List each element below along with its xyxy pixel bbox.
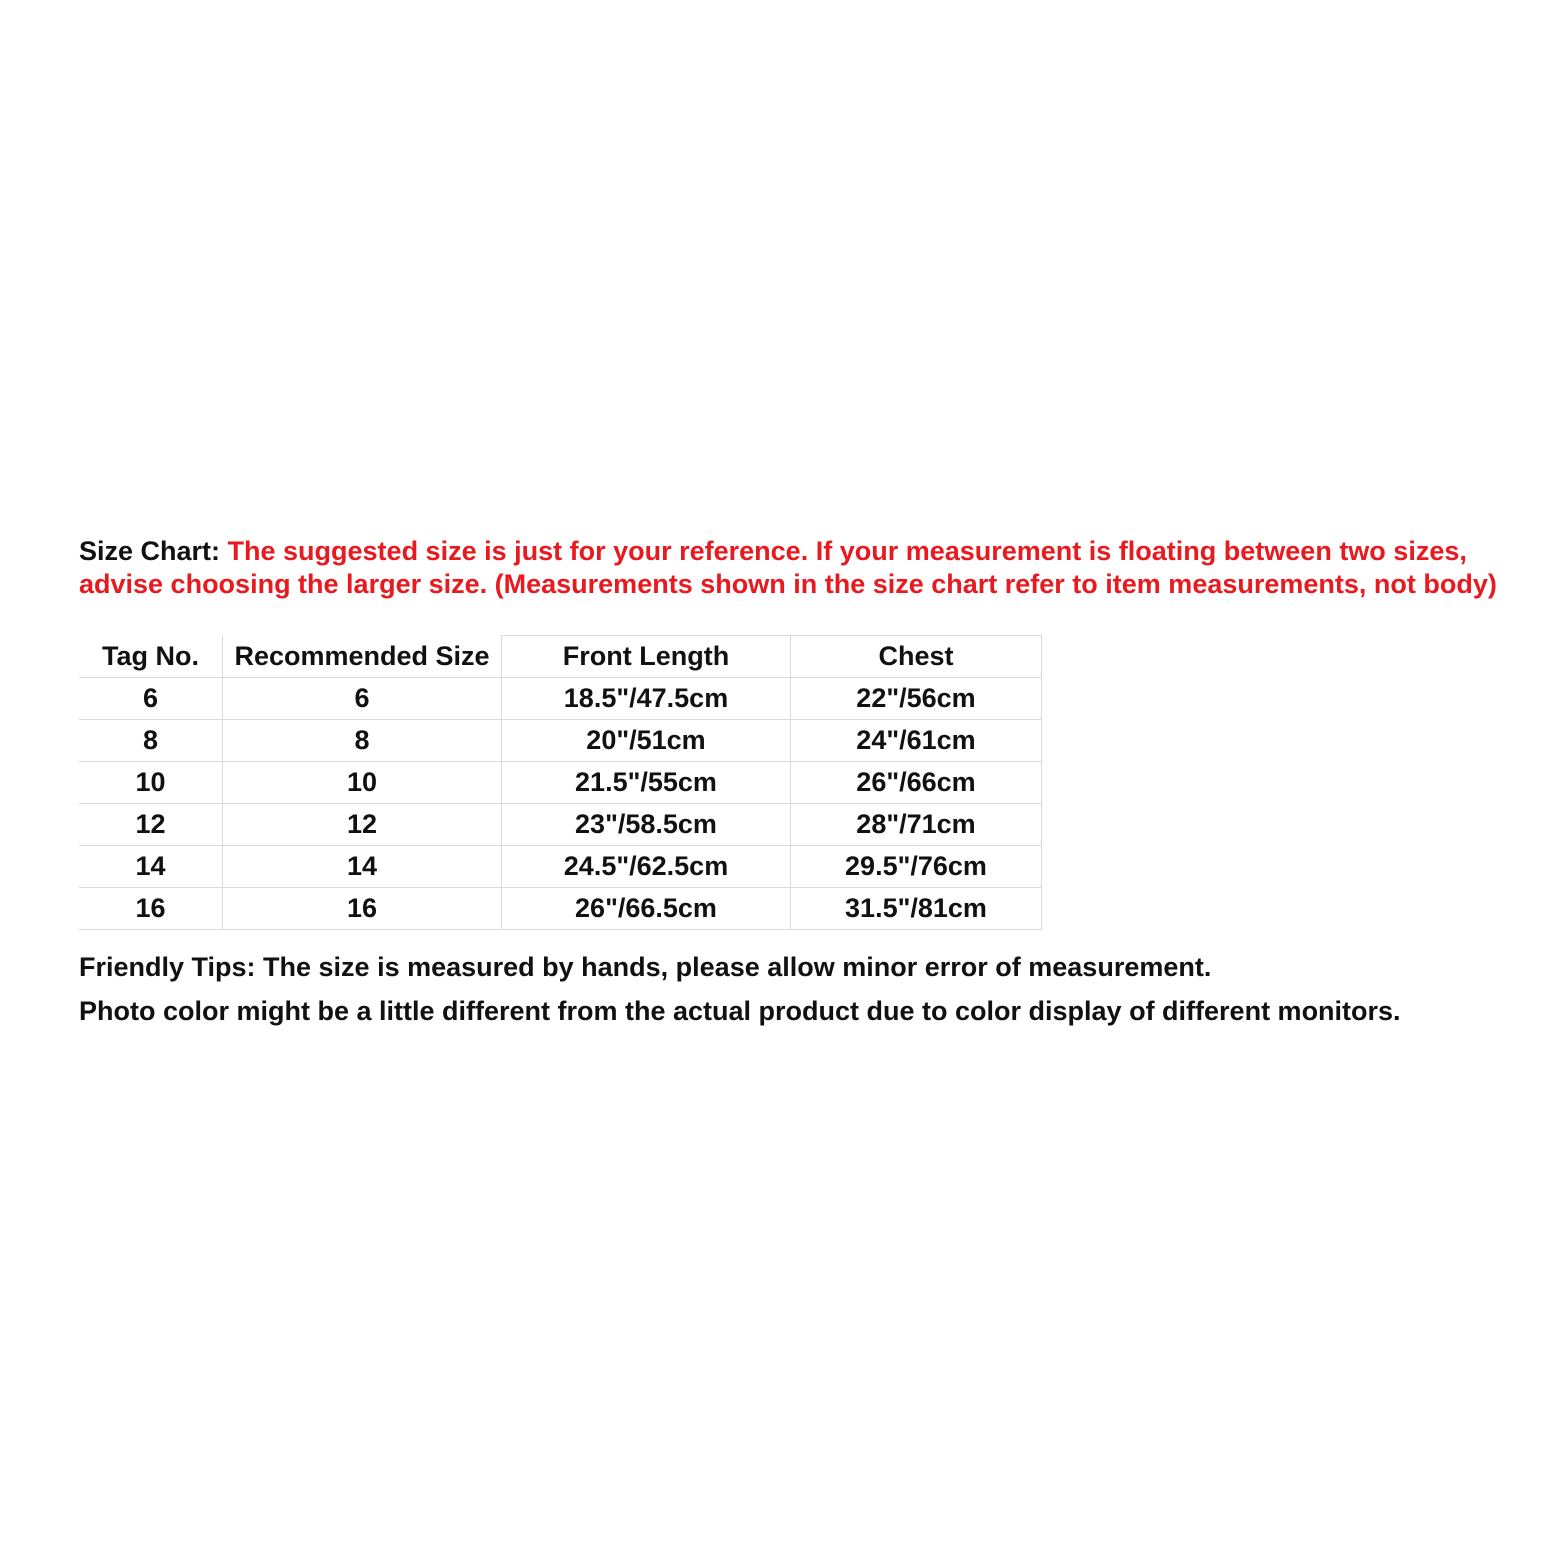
cell-front-length: 21.5"/55cm [502,762,791,804]
cell-tag-no: 16 [79,888,223,930]
friendly-tips [79,945,1539,1033]
tip-photo-color: Photo color might be a little different from the actual product due to color display of different monitors. [79,996,1401,1026]
table-row [79,762,1042,804]
cell-front-length: 20"/51cm [502,720,791,762]
cell-tag-no: 12 [79,804,223,846]
table-row [79,846,1042,888]
size-table [79,635,1042,930]
cell-recommended-size: 10 [223,762,502,804]
cell-front-length: 26"/66.5cm [502,888,791,930]
column-header-recommended-size: Recommended Size [223,636,502,678]
cell-tag-no: 6 [79,678,223,720]
size-chart-advice: The suggested size is just for your reference. If your measurement is floating between two sizes, advise choosing the larger size. (Measurements shown in the size chart refer to item measurements, not body) [79,536,1497,599]
tip-measurement: Friendly Tips: The size is measured by hands, please allow minor error of measurement. [79,952,1212,982]
cell-front-length: 18.5"/47.5cm [502,678,791,720]
cell-recommended-size: 14 [223,846,502,888]
cell-recommended-size: 12 [223,804,502,846]
cell-recommended-size: 6 [223,678,502,720]
cell-front-length: 24.5"/62.5cm [502,846,791,888]
cell-chest: 24"/61cm [791,720,1042,762]
cell-chest: 26"/66cm [791,762,1042,804]
cell-tag-no: 10 [79,762,223,804]
cell-tag-no: 8 [79,720,223,762]
cell-tag-no: 14 [79,846,223,888]
size-chart-note [79,535,1499,601]
cell-recommended-size: 8 [223,720,502,762]
cell-front-length: 23"/58.5cm [502,804,791,846]
cell-recommended-size: 16 [223,888,502,930]
column-header-tag-no: Tag No. [79,636,223,678]
table-row [79,678,1042,720]
column-header-chest: Chest [791,636,1042,678]
cell-chest: 31.5"/81cm [791,888,1042,930]
table-header-row [79,636,1042,678]
column-header-front-length: Front Length [502,636,791,678]
cell-chest: 28"/71cm [791,804,1042,846]
cell-chest: 22"/56cm [791,678,1042,720]
size-chart-label: Size Chart: [79,536,228,566]
table-row [79,804,1042,846]
cell-chest: 29.5"/76cm [791,846,1042,888]
table-row [79,720,1042,762]
table-row [79,888,1042,930]
